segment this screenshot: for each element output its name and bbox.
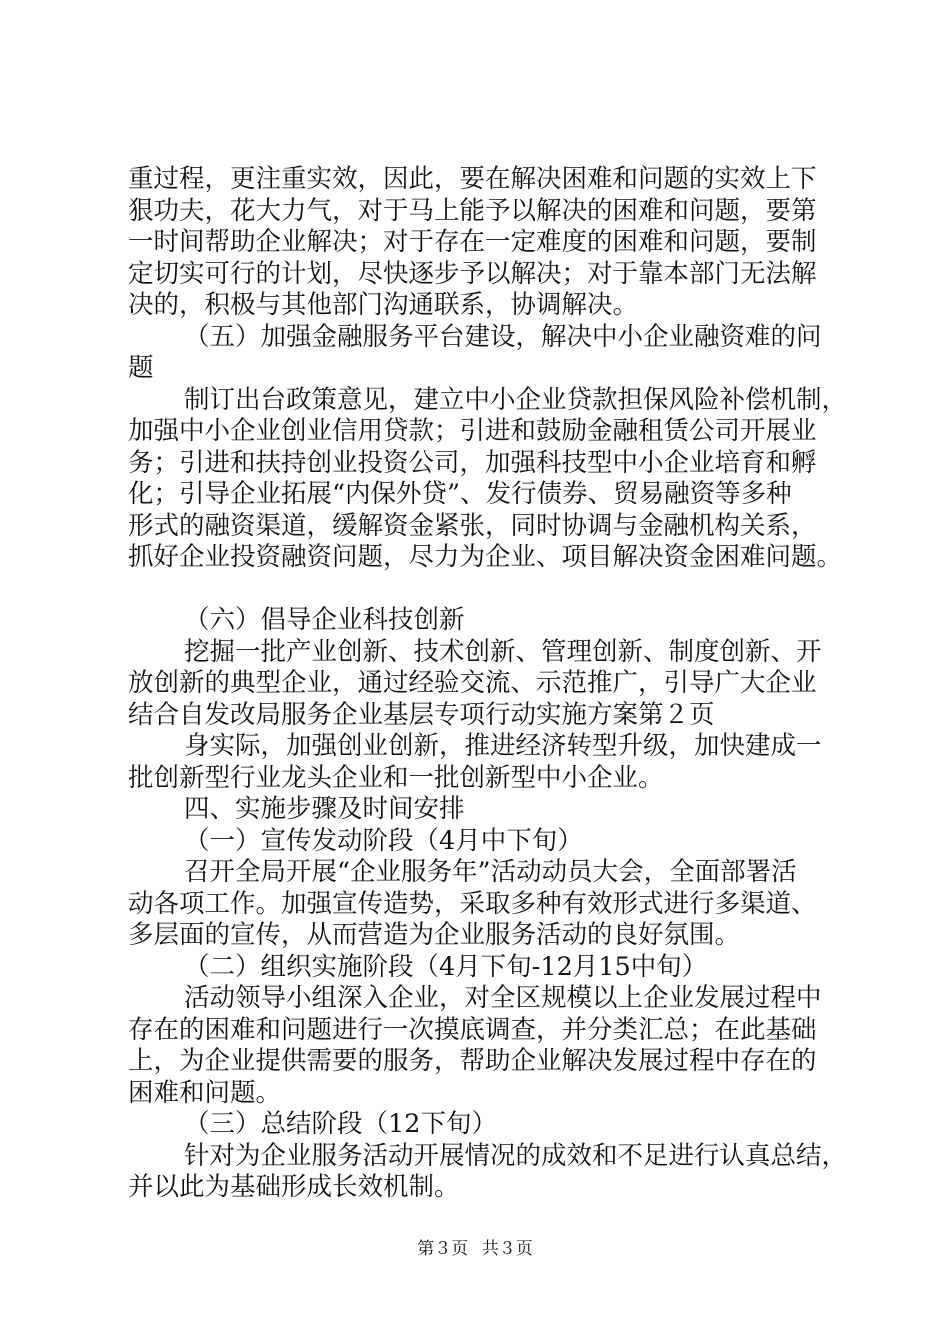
body-line: 加强中小企业创业信用贷款；引进和鼓励金融租赁公司开展业	[128, 416, 817, 446]
subsection-heading-1: （一）宣传发动阶段（4月中下旬）	[184, 825, 583, 856]
paragraph-first-line: 挖掘一批产业创新、技术创新、管理创新、制度创新、开	[184, 636, 822, 667]
section-heading-5-continued: 题	[128, 353, 154, 383]
body-line: 一时间帮助企业解决；对于存在一定难度的困难和问题，要制	[128, 227, 817, 257]
body-line: 上，为企业提供需要的服务，帮助企业解决发展过程中存在的	[128, 1046, 817, 1076]
paragraph-gap	[128, 574, 828, 606]
paragraph-first-line: 制订出台政策意见，建立中小企业贷款担保风险补偿机制，	[184, 384, 848, 415]
body-line: 多层面的宣传，从而营造为企业服务活动的良好氛围。	[128, 920, 741, 950]
body-line: 动各项工作。加强宣传造势，采取多种有效形式进行多渠道、	[128, 888, 817, 919]
body-line: 狠功夫，花大力气，对于马上能予以解决的困难和问题，要第	[128, 195, 817, 226]
body-line: 结合自发改局服务企业基层专项行动实施方案第２页	[128, 699, 715, 730]
body-line: 定切实可行的计划，尽快逐步予以解决；对于靠本部门无法解	[128, 258, 817, 289]
subsection-heading-3: （三）总结阶段（12下旬）	[184, 1109, 497, 1139]
body-line: 放创新的典型企业，通过经验交流、示范推广，引导广大企业	[128, 668, 817, 698]
paragraph-first-line: 活动领导小组深入企业，对全区规模以上企业发展过程中	[184, 983, 822, 1013]
page-number-total: 共３页	[481, 1239, 533, 1259]
body-line: 务；引进和扶持创业投资公司，加强科技型中小企业培育和孵	[128, 447, 817, 478]
paragraph-first-line: 身实际，加强创业创新，推进经济转型升级，加快建成一	[184, 731, 822, 761]
body-line: 批创新型行业龙头企业和一批创新型中小企业。	[128, 762, 664, 793]
document-body	[128, 164, 848, 1204]
page-number-current: 第３页	[417, 1239, 469, 1259]
body-line: 存在的困难和问题进行一次摸底调查，并分类汇总；在此基础	[128, 1014, 817, 1045]
body-line: 抓好企业投资融资问题，尽力为企业、项目解决资金困难问题。	[128, 542, 843, 572]
section-heading-4: 四、实施步骤及时间安排	[184, 794, 465, 824]
paragraph-first-line: 召开全局开展“企业服务年”活动动员大会，全面部署活	[184, 857, 797, 887]
subsection-heading-2: （二）组织实施阶段（4月下旬-12月15中旬）	[184, 951, 708, 982]
body-line: 困难和问题。	[128, 1077, 282, 1108]
page-footer	[0, 1238, 950, 1260]
body-line: 化；引导企业拓展“内保外贷”、发行债券、贸易融资等多种	[128, 479, 792, 509]
body-line: 决的，积极与其他部门沟通联系，协调解决。	[128, 290, 639, 320]
body-line: 并以此为基础形成长效机制。	[128, 1172, 460, 1202]
paragraph-first-line: 针对为企业服务活动开展情况的成效和不足进行认真总结，	[184, 1140, 848, 1171]
body-line: 形式的融资渠道，缓解资金紧张，同时协调与金融机构关系，	[128, 510, 817, 541]
section-heading-6: （六）倡导企业科技创新	[184, 605, 465, 635]
body-line: 重过程，更注重实效，因此，要在解决困难和问题的实效上下	[128, 164, 817, 194]
section-heading-5: （五）加强金融服务平台建设，解决中小企业融资难的问	[184, 321, 822, 352]
